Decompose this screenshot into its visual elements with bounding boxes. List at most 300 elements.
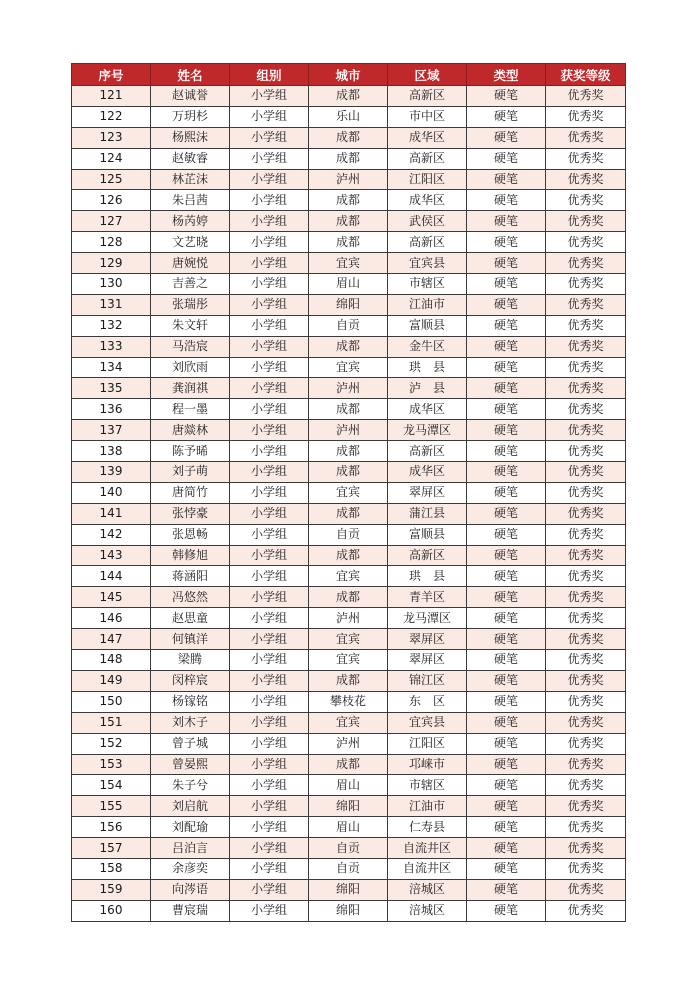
cell-award-level: 优秀奖 xyxy=(546,211,626,232)
cell-award-level: 优秀奖 xyxy=(546,148,626,169)
cell-type: 硬笔 xyxy=(467,712,546,733)
cell-index: 131 xyxy=(72,294,151,315)
cell-type: 硬笔 xyxy=(467,754,546,775)
cell-type: 硬笔 xyxy=(467,670,546,691)
cell-award-level: 优秀奖 xyxy=(546,462,626,483)
cell-group: 小学组 xyxy=(230,566,309,587)
cell-district: 宜宾县 xyxy=(388,712,467,733)
table-row xyxy=(72,608,626,629)
cell-district: 市辖区 xyxy=(388,775,467,796)
cell-type: 硬笔 xyxy=(467,691,546,712)
cell-award-level: 优秀奖 xyxy=(546,503,626,524)
cell-type: 硬笔 xyxy=(467,838,546,859)
cell-award-level: 优秀奖 xyxy=(546,106,626,127)
cell-name: 张悖豪 xyxy=(151,503,230,524)
cell-group: 小学组 xyxy=(230,587,309,608)
cell-award-level: 优秀奖 xyxy=(546,817,626,838)
cell-city: 乐山 xyxy=(309,106,388,127)
cell-district: 龙马潭区 xyxy=(388,420,467,441)
table-row xyxy=(72,691,626,712)
cell-group: 小学组 xyxy=(230,127,309,148)
cell-name: 刘子萌 xyxy=(151,462,230,483)
cell-index: 123 xyxy=(72,127,151,148)
cell-district: 富顺县 xyxy=(388,315,467,336)
cell-district: 邛崃市 xyxy=(388,754,467,775)
cell-group: 小学组 xyxy=(230,775,309,796)
cell-award-level: 优秀奖 xyxy=(546,608,626,629)
cell-district: 高新区 xyxy=(388,545,467,566)
cell-district: 高新区 xyxy=(388,86,467,107)
cell-city: 成都 xyxy=(309,127,388,148)
header-index: 序号 xyxy=(72,64,151,86)
cell-index: 151 xyxy=(72,712,151,733)
cell-district: 涪城区 xyxy=(388,900,467,921)
cell-index: 160 xyxy=(72,900,151,921)
table-row xyxy=(72,629,626,650)
table-header xyxy=(72,64,626,86)
table-row xyxy=(72,274,626,295)
cell-district: 翠屏区 xyxy=(388,629,467,650)
cell-award-level: 优秀奖 xyxy=(546,670,626,691)
cell-group: 小学组 xyxy=(230,817,309,838)
cell-name: 冯悠然 xyxy=(151,587,230,608)
cell-type: 硬笔 xyxy=(467,336,546,357)
cell-type: 硬笔 xyxy=(467,169,546,190)
cell-city: 成都 xyxy=(309,86,388,107)
cell-index: 144 xyxy=(72,566,151,587)
cell-type: 硬笔 xyxy=(467,650,546,671)
table-row xyxy=(72,86,626,107)
cell-award-level: 优秀奖 xyxy=(546,378,626,399)
cell-district: 蒲江县 xyxy=(388,503,467,524)
cell-award-level: 优秀奖 xyxy=(546,86,626,107)
cell-district: 市辖区 xyxy=(388,274,467,295)
cell-name: 赵诚誉 xyxy=(151,86,230,107)
cell-city: 成都 xyxy=(309,503,388,524)
cell-award-level: 优秀奖 xyxy=(546,858,626,879)
cell-city: 眉山 xyxy=(309,775,388,796)
cell-index: 129 xyxy=(72,253,151,274)
cell-award-level: 优秀奖 xyxy=(546,754,626,775)
table-row xyxy=(72,336,626,357)
table-row xyxy=(72,211,626,232)
table-row xyxy=(72,566,626,587)
cell-city: 眉山 xyxy=(309,817,388,838)
cell-district: 宜宾县 xyxy=(388,253,467,274)
cell-award-level: 优秀奖 xyxy=(546,420,626,441)
cell-district: 珙 县 xyxy=(388,357,467,378)
cell-index: 147 xyxy=(72,629,151,650)
cell-award-level: 优秀奖 xyxy=(546,190,626,211)
cell-award-level: 优秀奖 xyxy=(546,775,626,796)
cell-index: 139 xyxy=(72,462,151,483)
cell-city: 成都 xyxy=(309,670,388,691)
cell-group: 小学组 xyxy=(230,106,309,127)
cell-name: 张瑞彤 xyxy=(151,294,230,315)
table-row xyxy=(72,650,626,671)
cell-index: 159 xyxy=(72,879,151,900)
cell-city: 宜宾 xyxy=(309,629,388,650)
table-row xyxy=(72,127,626,148)
cell-award-level: 优秀奖 xyxy=(546,545,626,566)
cell-district: 珙 县 xyxy=(388,566,467,587)
table-row xyxy=(72,106,626,127)
cell-award-level: 优秀奖 xyxy=(546,587,626,608)
table-row xyxy=(72,775,626,796)
cell-city: 成都 xyxy=(309,587,388,608)
cell-group: 小学组 xyxy=(230,294,309,315)
cell-name: 文艺晓 xyxy=(151,232,230,253)
cell-type: 硬笔 xyxy=(467,482,546,503)
cell-award-level: 优秀奖 xyxy=(546,650,626,671)
cell-name: 陈予晞 xyxy=(151,441,230,462)
cell-name: 曾晏熙 xyxy=(151,754,230,775)
cell-city: 泸州 xyxy=(309,378,388,399)
cell-type: 硬笔 xyxy=(467,315,546,336)
cell-award-level: 优秀奖 xyxy=(546,838,626,859)
cell-award-level: 优秀奖 xyxy=(546,169,626,190)
cell-district: 富顺县 xyxy=(388,524,467,545)
cell-type: 硬笔 xyxy=(467,879,546,900)
table-row xyxy=(72,315,626,336)
cell-award-level: 优秀奖 xyxy=(546,900,626,921)
cell-type: 硬笔 xyxy=(467,232,546,253)
cell-name: 蒋涵阳 xyxy=(151,566,230,587)
cell-name: 何镇洋 xyxy=(151,629,230,650)
cell-award-level: 优秀奖 xyxy=(546,691,626,712)
cell-type: 硬笔 xyxy=(467,148,546,169)
table-row xyxy=(72,670,626,691)
header-group: 组别 xyxy=(230,64,309,86)
cell-group: 小学组 xyxy=(230,190,309,211)
cell-group: 小学组 xyxy=(230,650,309,671)
cell-city: 宜宾 xyxy=(309,712,388,733)
cell-district: 市中区 xyxy=(388,106,467,127)
cell-city: 成都 xyxy=(309,190,388,211)
cell-name: 吕泊言 xyxy=(151,838,230,859)
cell-name: 朱子兮 xyxy=(151,775,230,796)
cell-award-level: 优秀奖 xyxy=(546,274,626,295)
cell-type: 硬笔 xyxy=(467,545,546,566)
cell-award-level: 优秀奖 xyxy=(546,879,626,900)
cell-group: 小学组 xyxy=(230,545,309,566)
table-row xyxy=(72,148,626,169)
cell-name: 曾子城 xyxy=(151,733,230,754)
cell-group: 小学组 xyxy=(230,712,309,733)
cell-index: 126 xyxy=(72,190,151,211)
cell-group: 小学组 xyxy=(230,629,309,650)
cell-name: 唐简竹 xyxy=(151,482,230,503)
cell-group: 小学组 xyxy=(230,169,309,190)
cell-group: 小学组 xyxy=(230,86,309,107)
cell-name: 林芷沫 xyxy=(151,169,230,190)
cell-index: 141 xyxy=(72,503,151,524)
cell-index: 145 xyxy=(72,587,151,608)
cell-award-level: 优秀奖 xyxy=(546,629,626,650)
cell-group: 小学组 xyxy=(230,441,309,462)
table-row xyxy=(72,733,626,754)
cell-award-level: 优秀奖 xyxy=(546,127,626,148)
table-row xyxy=(72,879,626,900)
cell-city: 宜宾 xyxy=(309,482,388,503)
cell-name: 唐燚林 xyxy=(151,420,230,441)
cell-index: 127 xyxy=(72,211,151,232)
table-row xyxy=(72,524,626,545)
cell-type: 硬笔 xyxy=(467,294,546,315)
cell-name: 刘欣雨 xyxy=(151,357,230,378)
header-district: 区域 xyxy=(388,64,467,86)
cell-index: 133 xyxy=(72,336,151,357)
cell-city: 宜宾 xyxy=(309,357,388,378)
cell-type: 硬笔 xyxy=(467,775,546,796)
cell-type: 硬笔 xyxy=(467,190,546,211)
table-row xyxy=(72,294,626,315)
cell-city: 宜宾 xyxy=(309,253,388,274)
table-row xyxy=(72,190,626,211)
table-row xyxy=(72,482,626,503)
table-row xyxy=(72,420,626,441)
cell-city: 自贡 xyxy=(309,838,388,859)
cell-district: 高新区 xyxy=(388,148,467,169)
cell-city: 眉山 xyxy=(309,274,388,295)
table-row xyxy=(72,232,626,253)
cell-award-level: 优秀奖 xyxy=(546,733,626,754)
cell-district: 自流井区 xyxy=(388,838,467,859)
table-row xyxy=(72,503,626,524)
cell-index: 142 xyxy=(72,524,151,545)
cell-name: 吉善之 xyxy=(151,274,230,295)
cell-group: 小学组 xyxy=(230,796,309,817)
cell-district: 江阳区 xyxy=(388,169,467,190)
cell-index: 125 xyxy=(72,169,151,190)
cell-index: 140 xyxy=(72,482,151,503)
cell-name: 曹宸瑞 xyxy=(151,900,230,921)
cell-district: 武侯区 xyxy=(388,211,467,232)
cell-city: 成都 xyxy=(309,232,388,253)
cell-name: 张恩畅 xyxy=(151,524,230,545)
cell-group: 小学组 xyxy=(230,670,309,691)
cell-index: 157 xyxy=(72,838,151,859)
cell-name: 杨镓铭 xyxy=(151,691,230,712)
cell-index: 124 xyxy=(72,148,151,169)
cell-index: 149 xyxy=(72,670,151,691)
cell-group: 小学组 xyxy=(230,691,309,712)
cell-group: 小学组 xyxy=(230,733,309,754)
cell-type: 硬笔 xyxy=(467,858,546,879)
cell-group: 小学组 xyxy=(230,838,309,859)
cell-type: 硬笔 xyxy=(467,629,546,650)
cell-district: 成华区 xyxy=(388,462,467,483)
table-row xyxy=(72,441,626,462)
cell-district: 自流井区 xyxy=(388,858,467,879)
cell-type: 硬笔 xyxy=(467,796,546,817)
cell-index: 154 xyxy=(72,775,151,796)
cell-district: 江油市 xyxy=(388,796,467,817)
cell-city: 成都 xyxy=(309,441,388,462)
cell-name: 梁腾 xyxy=(151,650,230,671)
cell-district: 成华区 xyxy=(388,127,467,148)
cell-index: 146 xyxy=(72,608,151,629)
cell-district: 高新区 xyxy=(388,441,467,462)
cell-award-level: 优秀奖 xyxy=(546,524,626,545)
table-row xyxy=(72,462,626,483)
cell-district: 成华区 xyxy=(388,190,467,211)
cell-type: 硬笔 xyxy=(467,378,546,399)
cell-name: 闵梓宸 xyxy=(151,670,230,691)
cell-district: 泸 县 xyxy=(388,378,467,399)
table-row xyxy=(72,858,626,879)
table-row xyxy=(72,253,626,274)
cell-type: 硬笔 xyxy=(467,127,546,148)
cell-group: 小学组 xyxy=(230,274,309,295)
table-row xyxy=(72,796,626,817)
table-body xyxy=(72,86,626,922)
cell-index: 121 xyxy=(72,86,151,107)
cell-type: 硬笔 xyxy=(467,608,546,629)
table-row xyxy=(72,838,626,859)
cell-name: 余彦奕 xyxy=(151,858,230,879)
cell-district: 锦江区 xyxy=(388,670,467,691)
cell-type: 硬笔 xyxy=(467,733,546,754)
cell-type: 硬笔 xyxy=(467,503,546,524)
cell-district: 东 区 xyxy=(388,691,467,712)
cell-award-level: 优秀奖 xyxy=(546,336,626,357)
cell-name: 刘启航 xyxy=(151,796,230,817)
table-row xyxy=(72,357,626,378)
cell-district: 涪城区 xyxy=(388,879,467,900)
cell-award-level: 优秀奖 xyxy=(546,294,626,315)
cell-name: 刘木子 xyxy=(151,712,230,733)
table-row xyxy=(72,754,626,775)
cell-district: 成华区 xyxy=(388,399,467,420)
cell-index: 155 xyxy=(72,796,151,817)
cell-district: 高新区 xyxy=(388,232,467,253)
cell-award-level: 优秀奖 xyxy=(546,796,626,817)
cell-award-level: 优秀奖 xyxy=(546,315,626,336)
cell-index: 128 xyxy=(72,232,151,253)
cell-type: 硬笔 xyxy=(467,86,546,107)
cell-name: 龚润祺 xyxy=(151,378,230,399)
cell-district: 龙马潭区 xyxy=(388,608,467,629)
cell-city: 绵阳 xyxy=(309,900,388,921)
header-row xyxy=(72,64,626,86)
cell-type: 硬笔 xyxy=(467,524,546,545)
cell-index: 148 xyxy=(72,650,151,671)
cell-type: 硬笔 xyxy=(467,420,546,441)
cell-group: 小学组 xyxy=(230,900,309,921)
cell-type: 硬笔 xyxy=(467,900,546,921)
cell-name: 程一墨 xyxy=(151,399,230,420)
cell-award-level: 优秀奖 xyxy=(546,712,626,733)
cell-index: 150 xyxy=(72,691,151,712)
table-row xyxy=(72,817,626,838)
cell-group: 小学组 xyxy=(230,503,309,524)
cell-group: 小学组 xyxy=(230,336,309,357)
cell-city: 自贡 xyxy=(309,315,388,336)
cell-name: 韩修旭 xyxy=(151,545,230,566)
cell-group: 小学组 xyxy=(230,482,309,503)
cell-index: 136 xyxy=(72,399,151,420)
cell-index: 135 xyxy=(72,378,151,399)
cell-type: 硬笔 xyxy=(467,253,546,274)
cell-district: 金牛区 xyxy=(388,336,467,357)
cell-city: 绵阳 xyxy=(309,294,388,315)
header-award-level: 获奖等级 xyxy=(546,64,626,86)
cell-name: 朱文轩 xyxy=(151,315,230,336)
cell-name: 万玥杉 xyxy=(151,106,230,127)
cell-award-level: 优秀奖 xyxy=(546,253,626,274)
cell-type: 硬笔 xyxy=(467,587,546,608)
cell-city: 成都 xyxy=(309,211,388,232)
cell-group: 小学组 xyxy=(230,211,309,232)
cell-name: 刘配瑜 xyxy=(151,817,230,838)
table-row xyxy=(72,378,626,399)
table-row xyxy=(72,900,626,921)
cell-district: 仁寿县 xyxy=(388,817,467,838)
cell-city: 自贡 xyxy=(309,524,388,545)
cell-index: 156 xyxy=(72,817,151,838)
cell-type: 硬笔 xyxy=(467,399,546,420)
cell-district: 青羊区 xyxy=(388,587,467,608)
cell-city: 泸州 xyxy=(309,733,388,754)
cell-index: 158 xyxy=(72,858,151,879)
cell-city: 自贡 xyxy=(309,858,388,879)
cell-city: 绵阳 xyxy=(309,879,388,900)
cell-index: 138 xyxy=(72,441,151,462)
cell-city: 成都 xyxy=(309,148,388,169)
cell-city: 成都 xyxy=(309,754,388,775)
cell-type: 硬笔 xyxy=(467,106,546,127)
header-name: 姓名 xyxy=(151,64,230,86)
cell-award-level: 优秀奖 xyxy=(546,566,626,587)
cell-group: 小学组 xyxy=(230,232,309,253)
table-row xyxy=(72,587,626,608)
cell-city: 成都 xyxy=(309,545,388,566)
cell-type: 硬笔 xyxy=(467,817,546,838)
cell-name: 向涔语 xyxy=(151,879,230,900)
cell-name: 朱吕茜 xyxy=(151,190,230,211)
cell-award-level: 优秀奖 xyxy=(546,399,626,420)
cell-district: 江油市 xyxy=(388,294,467,315)
cell-name: 杨熙沫 xyxy=(151,127,230,148)
cell-district: 江阳区 xyxy=(388,733,467,754)
cell-group: 小学组 xyxy=(230,524,309,545)
cell-city: 泸州 xyxy=(309,608,388,629)
table-row xyxy=(72,712,626,733)
header-city: 城市 xyxy=(309,64,388,86)
cell-index: 130 xyxy=(72,274,151,295)
award-list-sheet xyxy=(71,63,625,922)
cell-city: 成都 xyxy=(309,399,388,420)
table-row xyxy=(72,399,626,420)
cell-group: 小学组 xyxy=(230,148,309,169)
cell-type: 硬笔 xyxy=(467,211,546,232)
cell-index: 134 xyxy=(72,357,151,378)
header-type: 类型 xyxy=(467,64,546,86)
cell-index: 132 xyxy=(72,315,151,336)
cell-index: 153 xyxy=(72,754,151,775)
cell-name: 赵敏睿 xyxy=(151,148,230,169)
cell-city: 宜宾 xyxy=(309,566,388,587)
cell-award-level: 优秀奖 xyxy=(546,357,626,378)
cell-type: 硬笔 xyxy=(467,462,546,483)
cell-city: 泸州 xyxy=(309,169,388,190)
cell-group: 小学组 xyxy=(230,378,309,399)
cell-type: 硬笔 xyxy=(467,357,546,378)
cell-type: 硬笔 xyxy=(467,566,546,587)
cell-index: 143 xyxy=(72,545,151,566)
cell-city: 攀枝花 xyxy=(309,691,388,712)
